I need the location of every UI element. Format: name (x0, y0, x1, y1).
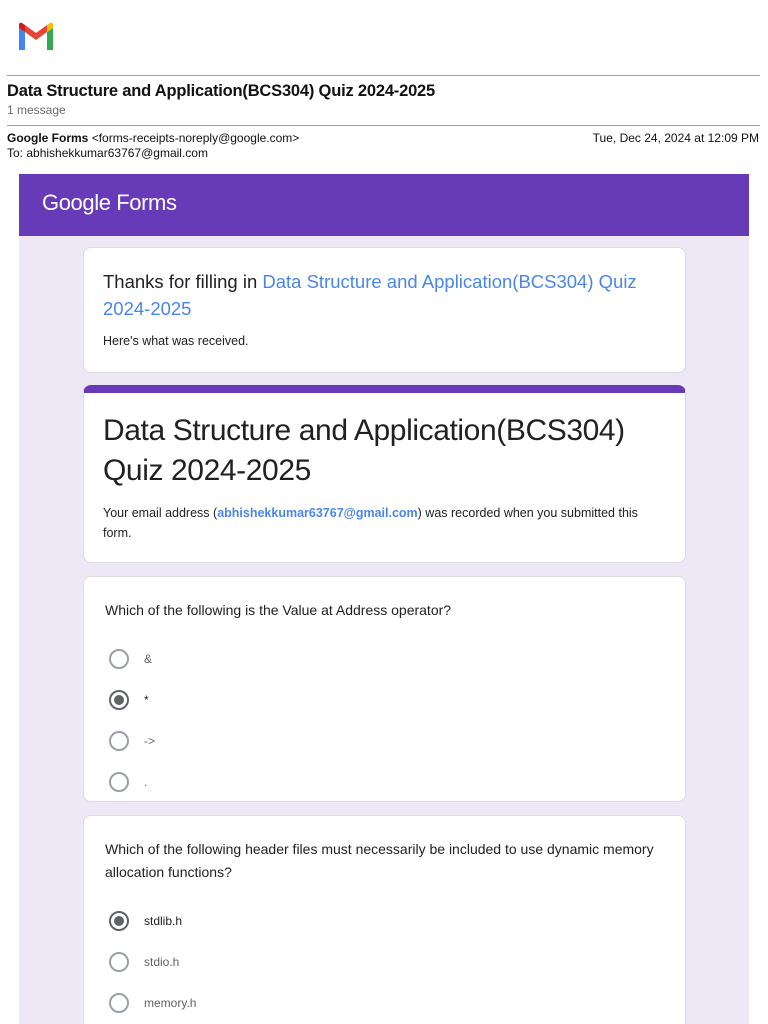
google-forms-banner (19, 174, 749, 236)
radio-unchecked-icon (109, 993, 129, 1013)
question-card (83, 576, 686, 802)
radio-unchecked-icon (109, 952, 129, 972)
options-list (105, 638, 664, 802)
options-list (105, 900, 664, 1023)
option-label: . (144, 774, 148, 789)
thanks-card (83, 247, 686, 373)
message-count: 1 message (7, 103, 66, 117)
radio-unchecked-icon (109, 731, 129, 751)
option-item (105, 941, 664, 982)
google-forms-logo: Google Forms (42, 190, 177, 215)
divider (7, 125, 760, 126)
question-text: Which of the following is the Value at Address operator? (105, 602, 452, 618)
email-recorded-notice: Your email address (abhishekkumar63767@gmail.com) was recorded when you submitted this form. (103, 506, 638, 540)
radio-unchecked-icon (109, 649, 129, 669)
question-card (83, 815, 686, 1024)
email-subject: Data Structure and Application(BCS304) Quiz 2024-2025 (7, 82, 435, 100)
radio-unchecked-icon (109, 772, 129, 792)
option-label: stdio.h (144, 954, 180, 969)
divider (7, 75, 760, 76)
option-item-selected (105, 679, 664, 720)
recorded-email-link[interactable]: abhishekkumar63767@gmail.com (217, 506, 418, 520)
option-label: memory.h (144, 995, 197, 1010)
option-item (105, 761, 664, 802)
option-label: -> (144, 733, 156, 748)
radio-checked-icon (109, 911, 129, 931)
email-date: Tue, Dec 24, 2024 at 12:09 PM (592, 131, 759, 145)
email-body (19, 174, 749, 1024)
form-title: Data Structure and Application(BCS304) Quiz 2024-2025 (103, 414, 625, 487)
thanks-message: Thanks for filling in Data Structure and Application(BCS304) Quiz 2024-2025 (103, 271, 637, 319)
radio-checked-icon (109, 690, 129, 710)
form-header-card (83, 385, 686, 563)
option-label: & (144, 651, 153, 666)
option-label: stdlib.h (144, 913, 183, 928)
option-item (105, 720, 664, 761)
sender-address[interactable]: <forms-receipts-noreply@google.com> (91, 131, 300, 145)
sender-name: Google Forms (7, 131, 89, 145)
email-recipient: To: abhishekkumar63767@gmail.com (7, 146, 208, 160)
gmail-logo-icon (16, 20, 56, 52)
question-text: Which of the following header files must necessarily be included to use dynamic memory allocation functions? (105, 841, 654, 880)
option-item (105, 982, 664, 1023)
option-label: * (144, 692, 149, 707)
option-item (105, 638, 664, 679)
form-link[interactable]: Data Structure and Application(BCS304) Quiz 2024-2025 (103, 271, 637, 319)
email-sender (7, 131, 299, 145)
received-text: Here's what was received. (103, 334, 249, 348)
option-item-selected (105, 900, 664, 941)
